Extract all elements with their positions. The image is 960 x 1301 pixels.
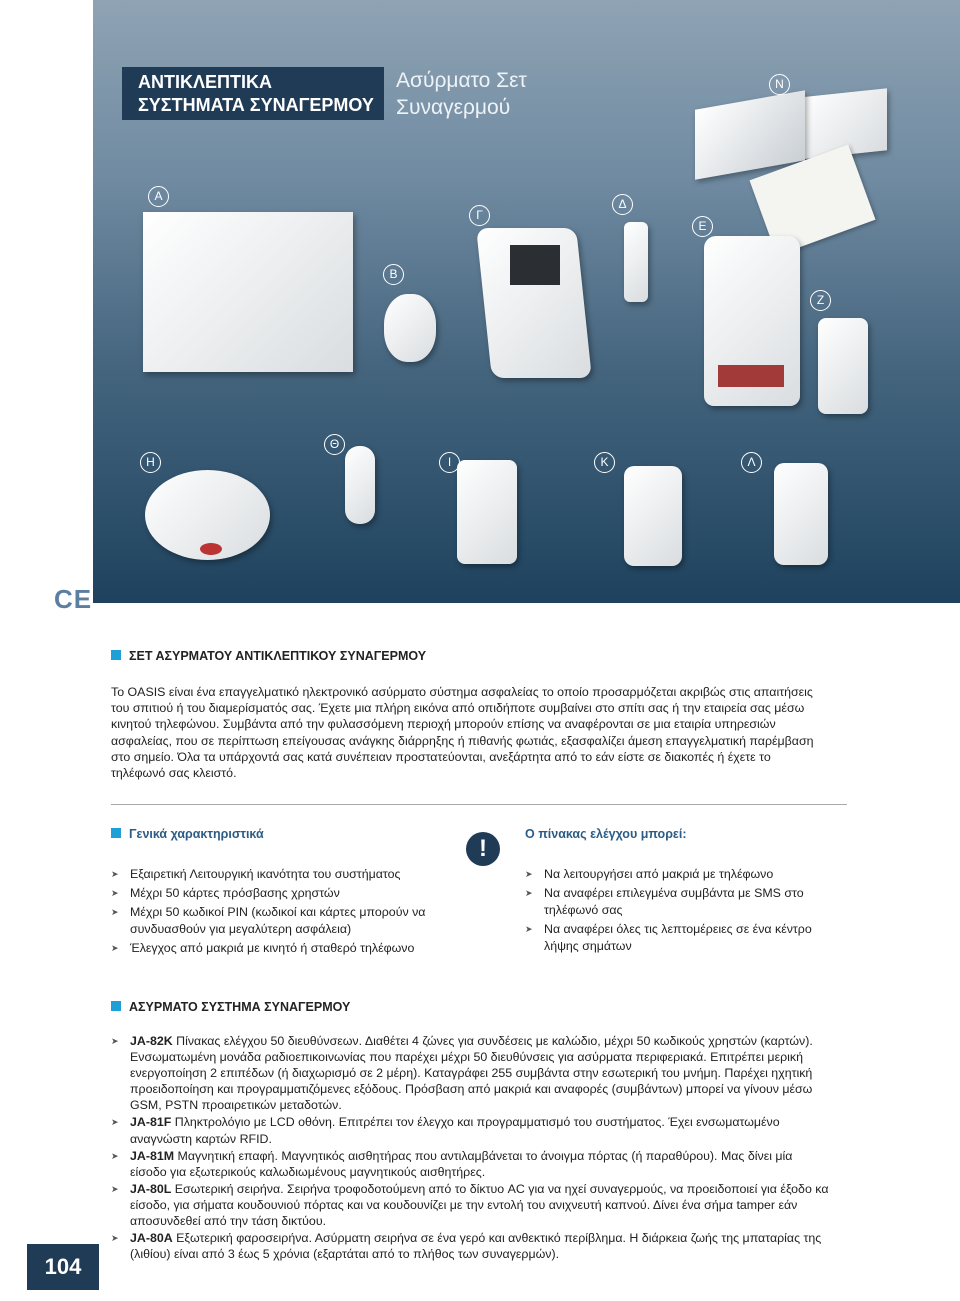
letter-th: Θ — [324, 434, 345, 455]
letter-d: Δ — [612, 194, 633, 215]
list-item — [111, 1033, 831, 1113]
letter-a: A — [148, 186, 169, 207]
letter-h: H — [140, 452, 161, 473]
page-title: ΑΝΤΙΚΛΕΠΤΙΚΑ ΣΥΣΤΗΜΑΤΑ ΣΥΝΑΓΕΡΜΟΥ — [138, 72, 374, 115]
product-magnetic-contact — [624, 222, 648, 302]
product-pir-bracket — [457, 460, 517, 564]
product-code: JA-80A — [130, 1231, 173, 1246]
features-heading-text: Γενικά χαρακτηριστικά — [129, 827, 264, 841]
section2-heading — [111, 1000, 350, 1014]
letter-k: K — [594, 452, 615, 473]
product-siren-lamp — [718, 365, 784, 387]
product-code: JA-81F — [130, 1115, 172, 1130]
products-description-list — [111, 1033, 831, 1263]
letter-z: Z — [810, 290, 831, 311]
product-code: JA-81M — [130, 1148, 175, 1163]
product-description: Εξωτερική φαροσειρήνα. Ασύρματη σειρήνα σε ένα γερό και ανθεκτικό περίβλημα. Η διάρκεια ζωής της μπαταρίας της (λιθίου) είναι από 3 έως 5 χρόνια (εξαρτάται από το πλήθος των συναγερμών). — [130, 1231, 822, 1262]
product-keypad-screen — [510, 245, 560, 285]
product-code: JA-80L — [130, 1181, 172, 1196]
product-description: Πίνακας ελέγχου 50 διευθύνσεων. Διαθέτει 4 ζώνες για συνδέσεις με καλώδιο, μέχρι 50 κωδικούς χρηστών (καρτών). Ενσωματωμένη μονάδα ραδιοεπικοινωνίας που παρέχει μέχρι 50 διευθύνσεις για ασύρματα περιφεριακά. Επιτρέπει μερική ενεργοποίηση 2 επιπέδων (ή διαχωρισμό σε 2 μέρη). Καταγράφει 255 συμβάντα στην εσωτερική του μνήμη. Παρέχει ηχητική προειδοποίηση και προγραμματιζόμενες εξόδους. Πρόσβαση από μακριά και αναφορές (συμβάντων) μπορεί να γίνουν μέσω GSM, PSTN προαιρετικών μεταδοτών. — [130, 1034, 813, 1113]
divider — [111, 804, 847, 805]
list-item — [111, 1181, 831, 1229]
list-item: ➤ Εξαιρετική Λειτουργική ικανότητα του συστήματος — [111, 866, 481, 883]
section2-heading-text: ΑΣΥΡΜΑΤΟ ΣΥΣΤΗΜΑ ΣΥΝΑΓΕΡΜΟΥ — [129, 1000, 351, 1014]
left-white-strip — [0, 0, 93, 603]
letter-e: E — [692, 216, 713, 237]
ce-mark: CE — [54, 584, 93, 614]
warning-icon: ! — [466, 832, 500, 866]
page-subtitle: Ασύρματο Σετ Συναγερμού — [396, 69, 527, 119]
product-code: JA-82K — [130, 1034, 173, 1048]
list-item — [111, 1148, 831, 1180]
product-description: Πληκτρολόγιο με LCD οθόνη. Επιτρέπει τον έλεγχο και προγραμματισμό του συστήματος. Έχει ενσωματωμένο αναγνώστη καρτών RFID. — [130, 1115, 780, 1146]
product-smoke-led — [200, 543, 222, 555]
section1-heading — [111, 649, 426, 663]
list-item: ➤ Μέχρι 50 κάρτες πρόσβασης χρηστών — [111, 885, 481, 902]
list-item: ➤ Να αναφέρει όλες τις λεπτομέρειες σε ένα κέντρο λήψης σημάτων — [525, 921, 845, 955]
page-number: 104 — [27, 1244, 99, 1290]
list-item: ➤ Μέχρι 50 κωδικοί PIN (κωδικοί και κάρτες μπορούν να συνδυασθούν για μεγαλύτερη ασφάλεια) — [111, 904, 481, 938]
product-pir-detector-l — [774, 463, 828, 565]
letter-b: B — [383, 264, 404, 285]
list-item: ➤ Να αναφέρει επιλεγμένα συμβάντα με SMS στο τηλέφωνό σας — [525, 885, 845, 919]
bullet-square-icon — [111, 828, 121, 838]
letter-l: Λ — [741, 452, 762, 473]
panel-list — [525, 866, 845, 957]
features-heading — [111, 827, 264, 841]
letter-n: N — [769, 74, 790, 95]
features-list — [111, 866, 481, 959]
product-control-panel — [143, 212, 353, 372]
list-item — [111, 1230, 831, 1262]
list-item — [111, 1114, 831, 1146]
product-pir-detector-k — [624, 466, 682, 566]
section1-paragraph: Το OASIS είναι ένα επαγγελματικό ηλεκτρονικό ασύρματο σύστημα ασφαλείας το οποίο προσαρμόζεται ακριβώς στις απαιτήσεις του σπιτιού ή του διαμερίσματός σας. Έχετε μια πλήρη εικόνα από οπιδήποτε συμβαίνει στο σπίτι σας ή την εταιρεία σας μέσω κινητού τηλεφώνου. Συμβάντα από την φυλασσόμενη περιοχή μπορούν επίσης να αναφέρονται σε μια εταιρία υπηρεσιών ασφαλείας, που σε περίπτωση επείγουσας ανάγκης διάρρηξης ή πιθανής φωτιάς, εξασφαλίζει άμεση επαγγελματική παρέμβαση στο σημείο. Όλα τα υπάρχοντά σας κατά συνέπειαν προστατεύονται, ανεξάρτητα από το εάν είστε σε διακοπές ή έχετε το τηλέφωνό σας κλειστό. — [111, 685, 814, 781]
product-flood-detector — [345, 446, 375, 524]
product-pir-detector-z — [818, 318, 868, 414]
product-round-detector — [384, 294, 436, 362]
list-item: ➤ Έλεγχος από μακριά με κινητό ή σταθερό τηλέφωνο — [111, 940, 481, 957]
bullet-square-icon — [111, 1001, 121, 1011]
section1-heading-text: ΣΕΤ ΑΣΥΡΜΑΤΟΥ ΑΝΤΙΚΛΕΠΤΙΚΟΥ ΣΥΝΑΓΕΡΜΟΥ — [129, 649, 427, 663]
panel-heading: Ο πίνακας ελέγχου μπορεί: — [525, 827, 687, 841]
letter-g: Γ — [469, 205, 490, 226]
bullet-square-icon — [111, 650, 121, 660]
letter-i: I — [439, 452, 460, 473]
product-description: Εσωτερική σειρήνα. Σειρήνα τροφοδοτούμενη από το δίκτυο AC για να ηχεί συναγερμούς, να προειδοποιεί για έξοδο κα είσοδο, για σήματα κουδουνιού πόρτας και να κουδουνίζει με την εντολή του ανιχνευτή καπνού. Δίνει ένα σήμα tamper εάν αποσυνδεθεί από την τάση δικτύου. — [130, 1181, 829, 1229]
list-item: ➤ Να λειτουργήσει από μακριά με τηλέφωνο — [525, 866, 845, 883]
product-description: Μαγνητική επαφή. Μαγνητικός αισθητήρας που αντιλαμβάνεται το άνοιγμα πόρτας (ή παραθύρου). Μας δίνει μία είσοδο για εξωτερικούς καλωδιωμένους μαγνητικούς αισθητήρες. — [130, 1148, 793, 1179]
